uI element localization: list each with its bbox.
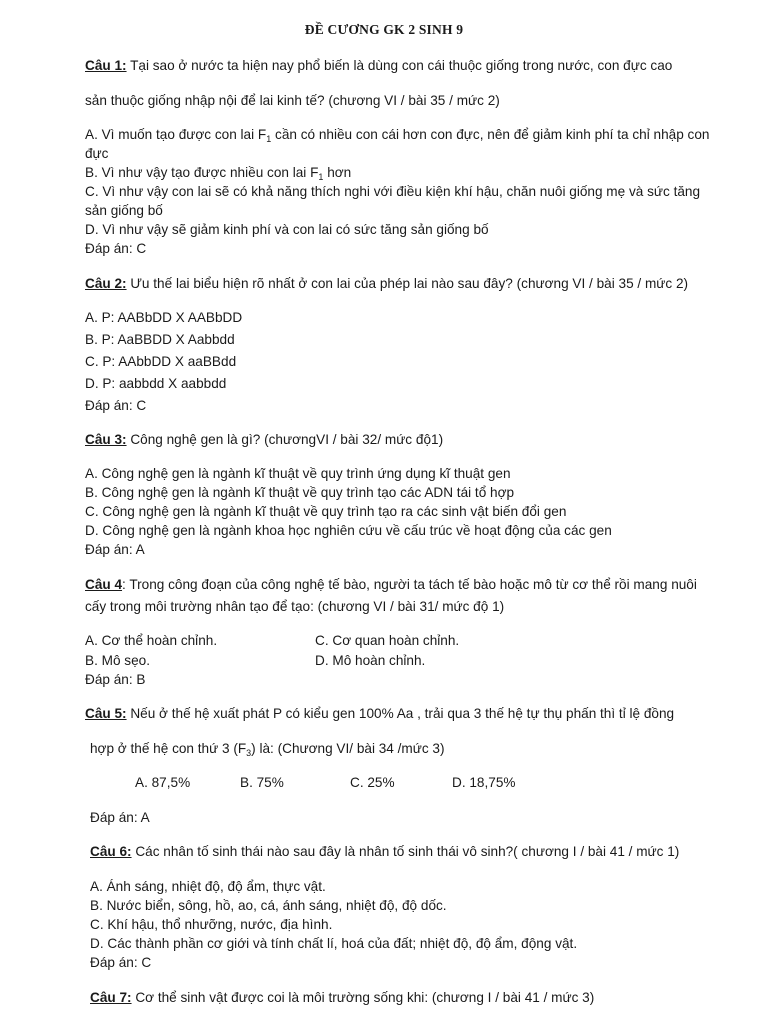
q5-stem-text1: Nếu ở thế hệ xuất phát P có kiểu gen 100% Aa , trải qua 3 thế hệ tự thụ phấn thì tỉ lệ đồng: [126, 706, 675, 721]
q3-option-d: D. Công nghệ gen là ngành khoa học nghiên cứu về cấu trúc về hoạt động của các gen: [85, 523, 612, 538]
q5-label: Câu 5:: [85, 706, 127, 721]
q1-answer: Đáp án: C: [85, 241, 147, 256]
q7-stem-text: Cơ thể sinh vật được coi là môi trường sống khi: (chương I / bài 41 / mức 3): [131, 990, 595, 1005]
q4-stem-text1: : Trong công đoạn của công nghệ tế bào, người ta tách tế bào hoặc mô từ cơ thể rồi mang nuôi: [122, 577, 697, 592]
q1-label: Câu 1:: [85, 58, 127, 73]
q5-stem-text2-cont: ) là: (Chương VI/ bài 34 /mức 3): [251, 741, 445, 756]
q3-option-a: A. Công nghệ gen là ngành kĩ thuật về quy trình ứng dụng kĩ thuật gen: [85, 466, 511, 481]
q4-label: Câu 4: [85, 577, 123, 592]
q3-option-c: C. Công nghệ gen là ngành kĩ thuật về quy trình tạo ra các sinh vật biến đổi gen: [85, 504, 567, 519]
q1-option-b-subscript: 1: [318, 172, 324, 182]
q1-stem-line2: sản thuộc giống nhập nội để lai kinh tế? (chương VI / bài 35 / mức 2): [85, 93, 500, 108]
q3-stem-text: Công nghệ gen là gì? (chươngVI / bài 32/ mức độ1): [126, 432, 444, 447]
q5-stem-line2: [90, 740, 445, 759]
q2-label: Câu 2:: [85, 276, 127, 291]
q3-label: Câu 3:: [85, 432, 127, 447]
q2-stem: [85, 275, 688, 292]
q2-option-c: C. P: AAbbDD X aaBBdd: [85, 354, 237, 369]
q1-option-a-subscript: 1: [266, 134, 272, 144]
q6-answer: Đáp án: C: [90, 955, 152, 970]
q5-option-d: D. 18,75%: [452, 775, 516, 790]
q3-answer: Đáp án: A: [85, 542, 145, 557]
q6-option-d: D. Các thành phần cơ giới và tính chất lí, hoá của đất; nhiệt độ, độ ẩm, động vật.: [90, 936, 578, 951]
q1-stem-line1: [85, 57, 672, 74]
q1-option-b-text-cont: hơn: [323, 165, 352, 180]
q1-option-b-text: B. Vì như vậy tạo được nhiều con lai F: [85, 165, 319, 180]
q1-option-c-line1: C. Vì như vậy con lai sẽ có khả năng thích nghi với điều kiện khí hậu, chăn nuôi giống mẹ và sức tăng: [85, 184, 701, 199]
q1-option-a-line2: đực: [85, 146, 109, 161]
q4-option-c: C. Cơ quan hoàn chỉnh.: [315, 633, 460, 648]
q5-stem-text2: hợp ở thế hệ con thứ 3 (F: [90, 741, 247, 756]
q7-stem: [90, 989, 594, 1006]
q2-option-b: B. P: AaBBDD X Aabbdd: [85, 332, 235, 347]
q6-stem-text: Các nhân tố sinh thái nào sau đây là nhân tố sinh thái vô sinh?( chương I / bài 41 / mức 1): [131, 844, 680, 859]
q2-stem-text: Ưu thế lai biểu hiện rõ nhất ở con lai của phép lai nào sau đây? (chương VI / bài 35 / mức 2): [126, 276, 689, 291]
q6-option-c: C. Khí hậu, thổ nhưỡng, nước, địa hình.: [90, 917, 333, 932]
q3-stem: [85, 431, 443, 448]
q1-option-a-text-cont: cần có nhiều con cái hơn con đực, nên để giảm kinh phí ta chỉ nhập con: [271, 127, 710, 142]
q5-stem-line1: [85, 705, 674, 722]
q4-option-d: D. Mô hoàn chỉnh.: [315, 653, 426, 668]
q7-label: Câu 7:: [90, 990, 132, 1005]
q5-option-c: C. 25%: [350, 775, 395, 790]
q2-option-d: D. P: aabbdd X aabbdd: [85, 376, 227, 391]
q2-option-a: A. P: AABbDD X AABbDD: [85, 310, 243, 325]
q1-option-c-line2: sản giống bố: [85, 203, 163, 218]
document-title: ĐỀ CƯƠNG GK 2 SINH 9: [304, 22, 464, 37]
q3-option-b: B. Công nghệ gen là ngành kĩ thuật về quy trình tạo các ADN tái tổ hợp: [85, 485, 515, 500]
q4-stem-line1: [85, 576, 697, 593]
q6-stem: [90, 843, 679, 860]
q1-option-d: D. Vì như vậy sẽ giảm kinh phí và con lai có sức tăng sản giống bố: [85, 222, 489, 237]
q2-answer: Đáp án: C: [85, 398, 147, 413]
q4-answer: Đáp án: B: [85, 672, 146, 687]
q5-stem-subscript: 3: [246, 748, 252, 758]
q1-option-a-text: A. Vì muốn tạo được con lai F: [85, 127, 267, 142]
q5-answer: Đáp án: A: [90, 810, 150, 825]
q1-option-a-line1: [85, 126, 709, 145]
q4-option-a: A. Cơ thể hoàn chỉnh.: [85, 633, 218, 648]
q4-stem-line2: cấy trong môi trường nhân tạo để tạo: (chương VI / bài 31/ mức độ 1): [85, 599, 505, 614]
q1-stem-text1: Tại sao ở nước ta hiện nay phổ biến là dùng con cái thuộc giống trong nước, con đực cao: [126, 58, 673, 73]
q1-option-b: [85, 164, 351, 183]
q5-option-b: B. 75%: [240, 775, 284, 790]
q6-option-a: A. Ánh sáng, nhiệt độ, độ ẩm, thực vật.: [90, 879, 326, 894]
q6-option-b: B. Nước biển, sông, hồ, ao, cá, ánh sáng, nhiệt độ, độ dốc.: [90, 898, 447, 913]
q6-label: Câu 6:: [90, 844, 132, 859]
q4-option-b: B. Mô sẹo.: [85, 653, 150, 668]
q5-option-a: A. 87,5%: [135, 775, 191, 790]
